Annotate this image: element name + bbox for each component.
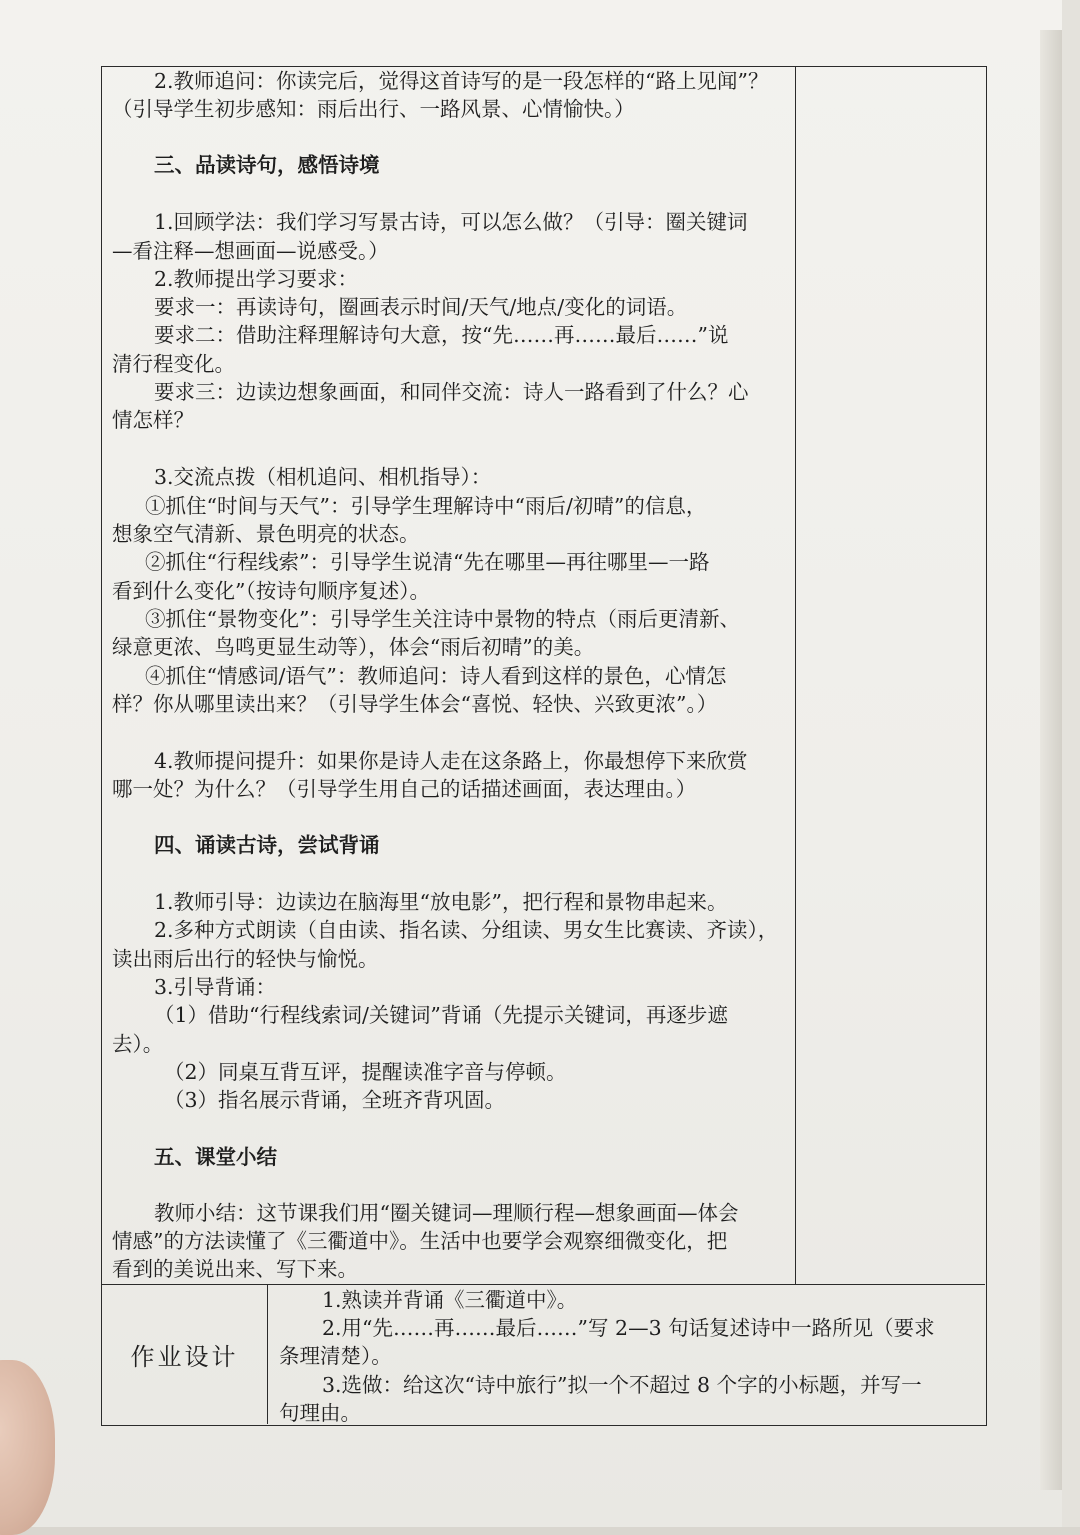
notes-cell <box>796 67 985 1284</box>
homework-label: 作业设计 <box>130 1343 239 1371</box>
homework-line: 3.选做：给这次“诗中旅行”拟一个不超过 8 个字的小标题，并写一 <box>322 1373 922 1397</box>
text-line: （引导学生初步感知：雨后出行、一路风景、心情愉快。） <box>112 97 635 121</box>
homework-line: 2.用“先……再……最后……”写 2—3 句话复述诗中一路所见（要求 <box>322 1316 935 1340</box>
text-line: 2.教师追问：你读完后，觉得这首诗写的是一段怎样的“路上见闻”？ <box>154 69 769 93</box>
teaching-process-cell <box>102 67 796 1284</box>
paper-edge <box>1040 30 1062 1490</box>
text-line: 看到什么变化”（按诗句顺序复述）。 <box>112 579 430 603</box>
text-line: 样？你从哪里读出来？（引导学生体会“喜悦、轻快、兴致更浓”。） <box>112 692 718 716</box>
text-line: 清行程变化。 <box>112 352 235 376</box>
text-line: （3）指名展示背诵，全班齐背巩固。 <box>164 1088 506 1112</box>
homework-line: 句理由。 <box>279 1401 361 1425</box>
section-heading: 三、品读诗句，感悟诗境 <box>154 153 380 177</box>
text-line: 4.教师提问提升：如果你是诗人走在这条路上，你最想停下来欣赏 <box>154 749 748 773</box>
text-line: 读出雨后出行的轻快与愉悦。 <box>112 947 379 971</box>
text-line: 绿意更浓、鸟鸣更显生动等），体会“雨后初晴”的美。 <box>112 635 595 659</box>
text-line: 1.回顾学法：我们学习写景古诗，可以怎么做？（引导：圈关键词 <box>154 210 748 234</box>
section-heading: 四、诵读古诗，尝试背诵 <box>154 833 380 857</box>
homework-line: 1.熟读并背诵《三衢道中》。 <box>322 1288 578 1312</box>
section-heading: 五、课堂小结 <box>154 1145 277 1169</box>
text-line: 3.交流点拨（相机追问、相机指导）： <box>154 465 492 489</box>
text-line: —看注释—想画面—说感受。） <box>112 239 389 263</box>
text-line: 2.多种方式朗读（自由读、指名读、分组读、男女生比赛读、齐读）， <box>154 918 779 942</box>
text-line: 1.教师引导：边读边在脑海里“放电影”，把行程和景物串起来。 <box>154 890 728 914</box>
text-line: 情感”的方法读懂了《三衢道中》。生活中也要学会观察细微变化，把 <box>112 1229 728 1253</box>
text-line: 要求二：借助注释理解诗句大意，按“先……再……最后……”说 <box>154 323 729 347</box>
homework-line: 条理清楚）。 <box>279 1344 392 1368</box>
text-line: （1）借助“行程线索词/关键词”背诵（先提示关键词，再逐步遮 <box>154 1003 728 1027</box>
text-line: 要求一：再读诗句，圈画表示时间/天气/地点/变化的词语。 <box>154 295 688 319</box>
text-line: 去）。 <box>112 1032 164 1056</box>
text-line: 2.教师提出学习要求： <box>154 267 359 291</box>
text-line: 3.引导背诵： <box>154 975 277 999</box>
text-line: 教师小结：这节课我们用“圈关键词—理顺行程—想象画面—体会 <box>154 1201 739 1225</box>
text-line: ④抓住“情感词/语气”：教师追问：诗人看到这样的景色，心情怎 <box>145 664 727 688</box>
text-line: 哪一处？为什么？（引导学生用自己的话描述画面，表达理由。） <box>112 777 697 801</box>
text-line: 情怎样？ <box>112 408 194 432</box>
text-line: （2）同桌互背互评，提醒读准字音与停顿。 <box>164 1060 567 1084</box>
text-line: ②抓住“行程线索”：引导学生说清“先在哪里—再往哪里—一路 <box>145 550 710 574</box>
text-line: 要求三：边读边想象画面，和同伴交流：诗人一路看到了什么？心 <box>154 380 749 404</box>
text-line: 看到的美说出来、写下来。 <box>112 1257 358 1281</box>
homework-label-cell <box>102 1285 268 1424</box>
text-line: ③抓住“景物变化”：引导学生关注诗中景物的特点（雨后更清新、 <box>145 607 740 631</box>
text-line: ①抓住“时间与天气”：引导学生理解诗中“雨后/初晴”的信息， <box>145 494 707 518</box>
lesson-plan-table <box>101 66 987 1426</box>
text-line: 想象空气清新、景色明亮的状态。 <box>112 522 420 546</box>
